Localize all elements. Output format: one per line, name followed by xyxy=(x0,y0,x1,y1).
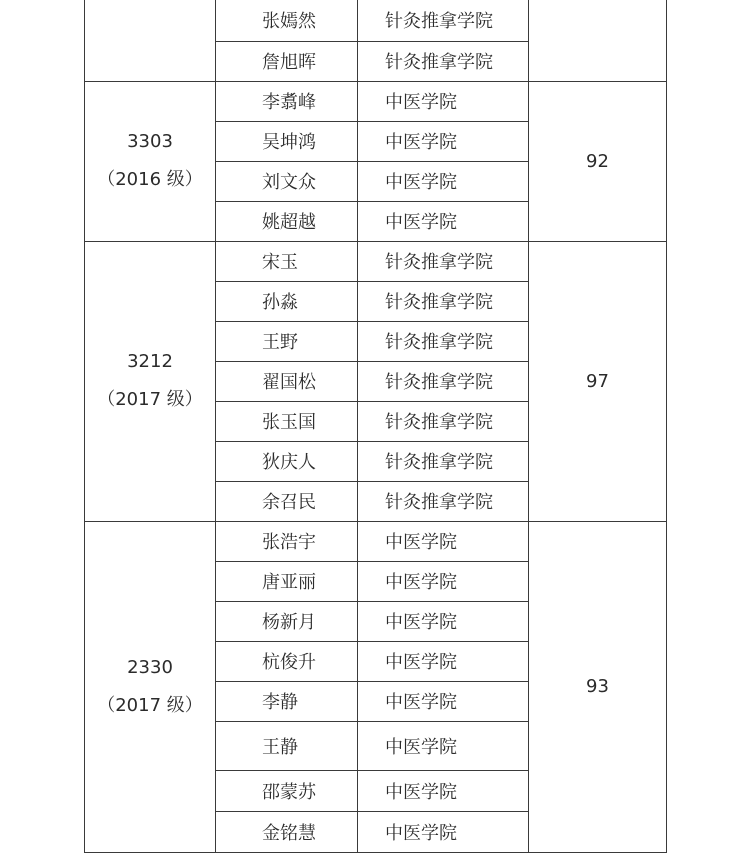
college-name: 针灸推拿学院 xyxy=(358,241,529,281)
student-name: 张嫣然 xyxy=(216,0,358,41)
college-name: 针灸推拿学院 xyxy=(358,0,529,41)
table-row xyxy=(85,241,667,281)
college-name: 针灸推拿学院 xyxy=(358,41,529,81)
college-name: 中医学院 xyxy=(358,721,529,770)
college-name: 针灸推拿学院 xyxy=(358,481,529,521)
class-cell xyxy=(85,0,216,81)
student-name: 王野 xyxy=(216,321,358,361)
class-number: 3303 xyxy=(127,131,173,152)
class-number: 3212 xyxy=(127,351,173,372)
student-name: 宋玉 xyxy=(216,241,358,281)
student-name: 翟国松 xyxy=(216,361,358,401)
college-name: 中医学院 xyxy=(358,201,529,241)
score-cell: 97 xyxy=(529,241,667,521)
student-name: 余召民 xyxy=(216,481,358,521)
college-name: 中医学院 xyxy=(358,81,529,121)
student-name: 唐亚丽 xyxy=(216,561,358,601)
college-name: 中医学院 xyxy=(358,121,529,161)
student-name: 姚超越 xyxy=(216,201,358,241)
student-name: 吴坤鸿 xyxy=(216,121,358,161)
student-name: 刘文众 xyxy=(216,161,358,201)
table-row xyxy=(85,0,667,41)
student-name: 杨新月 xyxy=(216,601,358,641)
college-name: 针灸推拿学院 xyxy=(358,281,529,321)
class-cell xyxy=(85,241,216,521)
student-name: 李翥峰 xyxy=(216,81,358,121)
college-name: 中医学院 xyxy=(358,601,529,641)
score-cell: 93 xyxy=(529,521,667,852)
table-row xyxy=(85,81,667,121)
student-name: 金铭慧 xyxy=(216,811,358,852)
class-grade: （2017 级） xyxy=(97,694,203,716)
college-name: 中医学院 xyxy=(358,770,529,811)
student-name: 李静 xyxy=(216,681,358,721)
student-name: 邵蒙苏 xyxy=(216,770,358,811)
class-cell xyxy=(85,81,216,241)
student-name: 王静 xyxy=(216,721,358,770)
score-cell xyxy=(529,0,667,81)
table-row xyxy=(85,521,667,561)
college-name: 针灸推拿学院 xyxy=(358,321,529,361)
college-name: 中医学院 xyxy=(358,681,529,721)
student-name: 张玉国 xyxy=(216,401,358,441)
class-cell xyxy=(85,521,216,852)
class-number: 2330 xyxy=(127,656,173,678)
college-name: 中医学院 xyxy=(358,521,529,561)
student-name: 张浩宇 xyxy=(216,521,358,561)
student-name: 杭俊升 xyxy=(216,641,358,681)
honor-roll-table xyxy=(84,0,667,853)
college-name: 针灸推拿学院 xyxy=(358,441,529,481)
college-name: 中医学院 xyxy=(358,811,529,852)
student-name: 孙淼 xyxy=(216,281,358,321)
class-grade: （2016 级） xyxy=(97,169,203,190)
class-grade: （2017 级） xyxy=(97,389,203,410)
college-name: 针灸推拿学院 xyxy=(358,361,529,401)
college-name: 针灸推拿学院 xyxy=(358,401,529,441)
score-cell: 92 xyxy=(529,81,667,241)
college-name: 中医学院 xyxy=(358,561,529,601)
student-name: 詹旭晖 xyxy=(216,41,358,81)
college-name: 中医学院 xyxy=(358,161,529,201)
college-name: 中医学院 xyxy=(358,641,529,681)
student-name: 狄庆人 xyxy=(216,441,358,481)
